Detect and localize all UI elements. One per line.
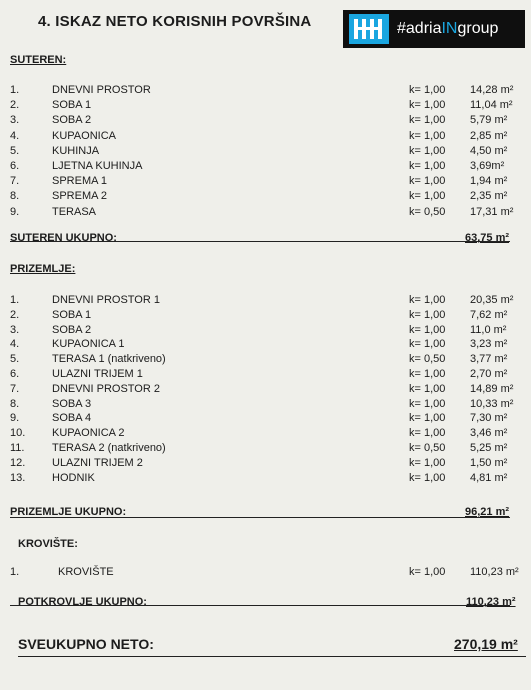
- row-coefficient: k= 1,00: [409, 308, 446, 321]
- row-coefficient: k= 1,00: [409, 129, 446, 142]
- row-room-name: TERASA 2 (natkriveno): [52, 442, 166, 454]
- row-area: 1,50 m²: [470, 456, 508, 469]
- row-room-name: TERASA: [52, 205, 97, 218]
- row-number: 7.: [10, 175, 20, 188]
- row-area: 2,70 m²: [470, 368, 508, 380]
- row-room-name: SPREMA 1: [52, 175, 108, 188]
- table-row: [0, 309, 531, 323]
- table-row: [0, 190, 531, 204]
- logo-mark-icon: [349, 14, 389, 44]
- row-room-name: SOBA 3: [52, 397, 92, 410]
- row-coefficient: k= 1,00: [409, 84, 446, 96]
- table-row: [0, 457, 531, 471]
- row-area: 17,31 m²: [470, 205, 514, 218]
- row-coefficient: k= 1,00: [409, 382, 446, 395]
- row-coefficient: k= 1,00: [409, 412, 446, 425]
- row-number: 1.: [10, 566, 20, 578]
- table-row: [0, 145, 531, 159]
- row-number: 13.: [10, 471, 26, 484]
- row-number: 9.: [10, 205, 20, 218]
- table-row: [0, 175, 531, 189]
- row-room-name: ULAZNI TRIJEM 1: [52, 368, 143, 380]
- table-row: [0, 114, 531, 128]
- row-room-name: DNEVNI PROSTOR: [52, 84, 151, 96]
- company-logo: [343, 10, 525, 48]
- row-room-name: KUPAONICA 2: [52, 427, 125, 440]
- table-row: [0, 368, 531, 382]
- row-room-name: DNEVNI PROSTOR 1: [52, 294, 160, 306]
- row-coefficient: k= 1,00: [409, 456, 446, 469]
- row-area: 10,33 m²: [470, 397, 514, 410]
- row-coefficient: k= 1,00: [409, 144, 446, 157]
- row-number: 3.: [10, 323, 20, 336]
- section-heading-suteren: SUTEREN:: [10, 54, 67, 66]
- row-number: 7.: [10, 382, 20, 395]
- table-row: [0, 130, 531, 144]
- row-coefficient: k= 1,00: [409, 175, 446, 188]
- row-room-name: DNEVNI PROSTOR 2: [52, 382, 160, 395]
- row-room-name: KUPAONICA: [52, 129, 116, 142]
- row-number: 2.: [10, 99, 20, 112]
- row-area: 1,94 m²: [470, 175, 508, 188]
- table-row: [0, 338, 531, 352]
- table-row: [0, 398, 531, 412]
- row-area: 7,62 m²: [470, 308, 508, 321]
- row-coefficient: k= 1,00: [409, 99, 446, 112]
- row-area: 14,89 m²: [470, 382, 514, 395]
- grand-total-label: SVEUKUPNO NETO:: [18, 636, 154, 652]
- row-area: 20,35 m²: [470, 294, 514, 306]
- row-room-name: HODNIK: [52, 471, 95, 484]
- row-number: 9.: [10, 412, 20, 425]
- prizemlje-total-value: 96,21 m²: [465, 506, 510, 518]
- table-row: [0, 324, 531, 338]
- divider: [18, 656, 526, 657]
- row-area: 3,69m²: [470, 160, 505, 172]
- row-number: 12.: [10, 456, 26, 469]
- row-area: 7,30 m²: [470, 412, 508, 425]
- row-number: 4.: [10, 338, 20, 351]
- row-coefficient: k= 1,00: [409, 294, 446, 306]
- table-row: [0, 442, 531, 456]
- logo-text: #adriaINgroup: [397, 20, 499, 37]
- row-coefficient: k= 0,50: [409, 442, 446, 454]
- row-number: 8.: [10, 190, 20, 203]
- row-number: 5.: [10, 353, 20, 366]
- section-heading-prizemlje: PRIZEMLJE:: [10, 263, 76, 275]
- row-coefficient: k= 1,00: [409, 190, 446, 203]
- table-row: [0, 160, 531, 174]
- section-heading-krovište: KROVIŠTE:: [18, 538, 78, 550]
- row-coefficient: k= 1,00: [409, 368, 446, 380]
- row-area: 5,79 m²: [470, 114, 508, 127]
- row-area: 2,35 m²: [470, 190, 508, 203]
- row-room-name: SOBA 2: [52, 114, 92, 127]
- row-room-name: KUPAONICA 1: [52, 338, 125, 351]
- row-number: 1.: [10, 84, 20, 96]
- table-row: [0, 206, 531, 220]
- row-room-name: SOBA 2: [52, 323, 92, 336]
- table-row: [0, 99, 531, 113]
- krovište-total-label: POTKROVLJE UKUPNO:: [18, 596, 147, 608]
- row-area: 110,23 m²: [470, 566, 519, 578]
- table-row: [0, 427, 531, 441]
- row-coefficient: k= 1,00: [409, 160, 446, 172]
- row-coefficient: k= 1,00: [409, 114, 446, 127]
- row-area: 5,25 m²: [470, 442, 508, 454]
- row-number: 3.: [10, 114, 20, 127]
- suteren-total-value: 63,75 m²: [465, 232, 510, 244]
- row-room-name: SPREMA 2: [52, 190, 108, 203]
- row-number: 6.: [10, 160, 20, 172]
- table-row: [0, 412, 531, 426]
- row-coefficient: k= 1,00: [409, 471, 446, 484]
- row-number: 4.: [10, 129, 20, 142]
- row-number: 2.: [10, 308, 20, 321]
- row-room-name: KROVIŠTE: [58, 566, 114, 578]
- suteren-total-label: SUTEREN UKUPNO:: [10, 232, 117, 244]
- row-coefficient: k= 0,50: [409, 205, 446, 218]
- row-number: 1.: [10, 294, 20, 306]
- row-number: 8.: [10, 397, 20, 410]
- grand-total-value: 270,19 m²: [454, 636, 518, 652]
- row-area: 3,46 m²: [470, 427, 508, 440]
- row-room-name: KUHINJA: [52, 144, 100, 157]
- krovište-total-value: 110,23 m²: [466, 596, 516, 608]
- row-area: 4,81 m²: [470, 471, 508, 484]
- row-area: 2,85 m²: [470, 129, 508, 142]
- row-room-name: SOBA 4: [52, 412, 92, 425]
- table-row: [0, 383, 531, 397]
- row-number: 6.: [10, 368, 20, 380]
- row-room-name: SOBA 1: [52, 99, 92, 112]
- prizemlje-total-label: PRIZEMLJE UKUPNO:: [10, 506, 127, 518]
- row-number: 10.: [10, 427, 26, 440]
- row-area: 11,0 m²: [470, 323, 507, 336]
- row-area: 14,28 m²: [470, 84, 514, 96]
- table-row: [0, 353, 531, 367]
- row-room-name: ULAZNI TRIJEM 2: [52, 456, 143, 469]
- row-coefficient: k= 1,00: [409, 323, 446, 336]
- row-coefficient: k= 0,50: [409, 353, 446, 366]
- document-title: 4. ISKAZ NETO KORISNIH POVRŠINA: [38, 13, 312, 30]
- row-number: 5.: [10, 144, 20, 157]
- row-room-name: LJETNA KUHINJA: [52, 160, 143, 172]
- table-row: [0, 566, 531, 580]
- row-room-name: TERASA 1 (natkriveno): [52, 353, 166, 366]
- row-coefficient: k= 1,00: [409, 566, 446, 578]
- row-area: 4,50 m²: [470, 144, 508, 157]
- row-number: 11.: [10, 442, 25, 454]
- row-coefficient: k= 1,00: [409, 338, 446, 351]
- table-row: [0, 84, 531, 98]
- row-area: 3,77 m²: [470, 353, 508, 366]
- row-room-name: SOBA 1: [52, 308, 92, 321]
- row-area: 11,04 m²: [470, 99, 513, 112]
- row-area: 3,23 m²: [470, 338, 508, 351]
- table-row: [0, 294, 531, 308]
- row-coefficient: k= 1,00: [409, 397, 446, 410]
- table-row: [0, 472, 531, 486]
- row-coefficient: k= 1,00: [409, 427, 446, 440]
